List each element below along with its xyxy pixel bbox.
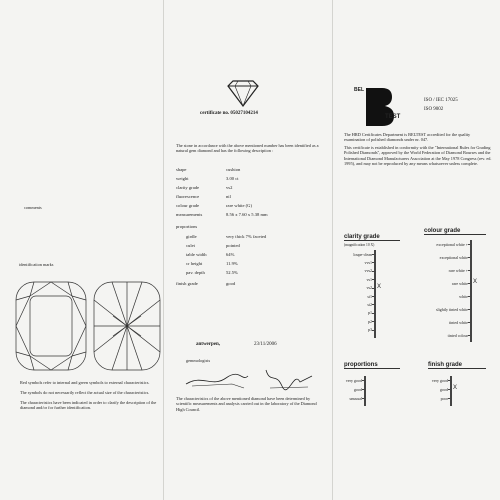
- proportions-grade-label: good: [354, 386, 362, 392]
- colour-scale-line: [470, 240, 472, 342]
- field-label: weight: [176, 176, 189, 181]
- diamond-plot-diagrams: [12, 276, 162, 376]
- clarity-grade-tick: [372, 271, 376, 272]
- field-value: 8.56 x 7.60 x 5.38 mm: [226, 212, 268, 217]
- clarity-grade-label: si1: [367, 293, 372, 299]
- colour-grade-tick: [468, 335, 472, 336]
- proportion-label: table width: [186, 252, 207, 257]
- proportion-value: 64%: [226, 252, 235, 257]
- proportion-label: pav. depth: [186, 270, 205, 275]
- pavilion-view-diagram: [94, 282, 160, 370]
- field-label: shape: [176, 167, 187, 172]
- identification-marks-label: identification marks: [19, 262, 54, 267]
- accreditation-text: The HRD Certificates Department is BELTEST accredited for the quality examination of polished diamonds under nr. 047.: [344, 132, 471, 143]
- logo-text-right: TEST: [385, 114, 401, 120]
- finish-grade-heading: finish grade: [428, 362, 486, 369]
- iso-line: ISO 9002: [424, 107, 444, 112]
- clarity-grade-tick: [372, 262, 376, 263]
- colour-grade-label: rare white +: [448, 267, 468, 273]
- proportion-label: culet: [186, 243, 195, 248]
- field-value: rare white (G): [226, 203, 253, 208]
- finish-grade-tick: [448, 389, 452, 390]
- clarity-grade-label: loupe-clean: [353, 251, 372, 257]
- colour-grade-label: white: [459, 293, 468, 299]
- finish-grade-label: very good: [431, 377, 448, 383]
- proportions-grade-tick: [362, 389, 366, 390]
- colour-grade-tick: [468, 296, 472, 297]
- proportions-grade-tick: [362, 398, 366, 399]
- clarity-grade-tick: [372, 254, 376, 255]
- colour-grade-label: tinted colour: [447, 332, 468, 338]
- beltest-logo: [352, 84, 401, 128]
- proportion-value: 11.9%: [226, 261, 238, 266]
- legend-note-size: The symbols do not necessarily reflect the actual size of the characteristics.: [20, 390, 150, 395]
- clarity-grade-heading: clarity grade: [344, 234, 400, 241]
- colour-grade-label: slightly tinted white: [436, 306, 468, 312]
- clarity-grade-tick: [372, 279, 376, 280]
- comments-label: comments: [24, 205, 42, 210]
- certificate-number: certificate no. 05027104214: [200, 111, 258, 116]
- logo-text-left: BEL: [354, 87, 364, 93]
- clarity-grade-label: p2: [368, 318, 372, 324]
- colour-grade-tick: [468, 322, 472, 323]
- proportions-heading: proportions: [344, 362, 400, 369]
- clarity-grade-label: si2: [367, 301, 372, 307]
- clarity-grade-label: vvs2: [364, 268, 372, 274]
- colour-grade-heading: colour grade: [424, 228, 486, 235]
- iso-line: ISO / IEC 17025: [424, 98, 458, 103]
- clarity-grade-tick: [372, 296, 376, 297]
- colour-grade-tick: [468, 244, 472, 245]
- field-value: nil: [226, 194, 231, 199]
- field-label: fluorescence: [176, 194, 200, 199]
- field-label: colour grade: [176, 203, 200, 208]
- clarity-grade-label: vs2: [366, 285, 372, 291]
- colour-grade-label: exceptional white +: [436, 241, 468, 247]
- gemmologist-signatures: [182, 364, 322, 394]
- fold-line: [163, 0, 164, 500]
- field-label: clarity grade: [176, 185, 200, 190]
- colour-grade-label: rare white: [451, 280, 468, 286]
- proportion-value: 52.5%: [226, 270, 238, 275]
- clarity-selected-mark: X: [377, 283, 382, 290]
- gemmologists-label: gemmologists: [186, 358, 211, 363]
- certificate-date: 23/11/2006: [254, 342, 277, 347]
- proportion-label: cr height: [186, 261, 203, 266]
- finish-value: good: [226, 281, 236, 286]
- clarity-grade-tick: [372, 330, 376, 331]
- colour-grade-tick: [468, 257, 472, 258]
- finish-grade-label: good: [440, 386, 448, 392]
- field-value: cushion: [226, 167, 241, 172]
- proportions-grade-label: unusual: [349, 395, 362, 401]
- clarity-grade-tick: [372, 304, 376, 305]
- clarity-grade-tick: [372, 288, 376, 289]
- proportions-label: proportions: [176, 224, 198, 229]
- proportion-value: very thick 7% faceted: [226, 234, 267, 239]
- legend-note-symbols: Red symbols refer to internal and green symbols to external characteristics.: [20, 380, 150, 385]
- field-value: 3.00 ct: [226, 176, 239, 181]
- colour-grade-tick: [468, 283, 472, 284]
- proportions-grade-label: very good: [345, 377, 362, 383]
- finish-selected-mark: X: [453, 385, 458, 391]
- finish-label: finish grade: [176, 281, 198, 286]
- proportions-grade-tick: [362, 380, 366, 381]
- clarity-grade-label: vvs1: [364, 259, 372, 265]
- fold-line: [332, 0, 333, 500]
- colour-grade-label: tinted white: [449, 319, 468, 325]
- clarity-grade-label: p3: [368, 327, 372, 333]
- crown-view-diagram: [16, 282, 86, 370]
- colour-grade-tick: [468, 309, 472, 310]
- field-label: measurements: [176, 212, 203, 217]
- clarity-magnification: (magnification 10 X): [344, 243, 375, 247]
- clarity-grade-label: vs1: [366, 276, 372, 282]
- clarity-grade-tick: [372, 313, 376, 314]
- colour-grade-label: exceptional white: [439, 254, 468, 260]
- conformity-text: This certificate is established in conformity with the "International Rules for Grading Polished Diamonds", approved by the World Federation of Diamond Bourses and the International Diamond Manufacturers Association at the May 1978 Congress (rev. ed. 1995), and may not be reproduced by any means whatsoever unless complete.: [344, 145, 492, 167]
- clarity-grade-tick: [372, 321, 376, 322]
- hrd-logo-icon: [226, 80, 260, 108]
- intro-text: The stone in accordance with the above mentioned number has been identified as a natural gem diamond and has the following description :: [176, 143, 319, 154]
- colour-grade-tick: [468, 270, 472, 271]
- colour-selected-mark: X: [473, 279, 478, 285]
- field-value: vs2: [226, 185, 233, 190]
- proportion-value: pointed: [226, 243, 240, 248]
- finish-grade-tick: [448, 380, 452, 381]
- clarity-grade-label: p1: [368, 310, 372, 316]
- footer-text: The characteristics of the above mentioned diamond have been determined by scientific measurements and analysis carried out in the laboratory of the Diamond High Council.: [176, 396, 317, 412]
- finish-grade-tick: [448, 398, 452, 399]
- finish-grade-label: poor: [440, 395, 448, 401]
- place-label: antwerpen,: [196, 342, 221, 347]
- proportion-label: girdle: [186, 234, 197, 239]
- legend-note-clarify: The characteristics have been indicated in order to clarify the description of the diamond and/or for further identification.: [20, 400, 157, 411]
